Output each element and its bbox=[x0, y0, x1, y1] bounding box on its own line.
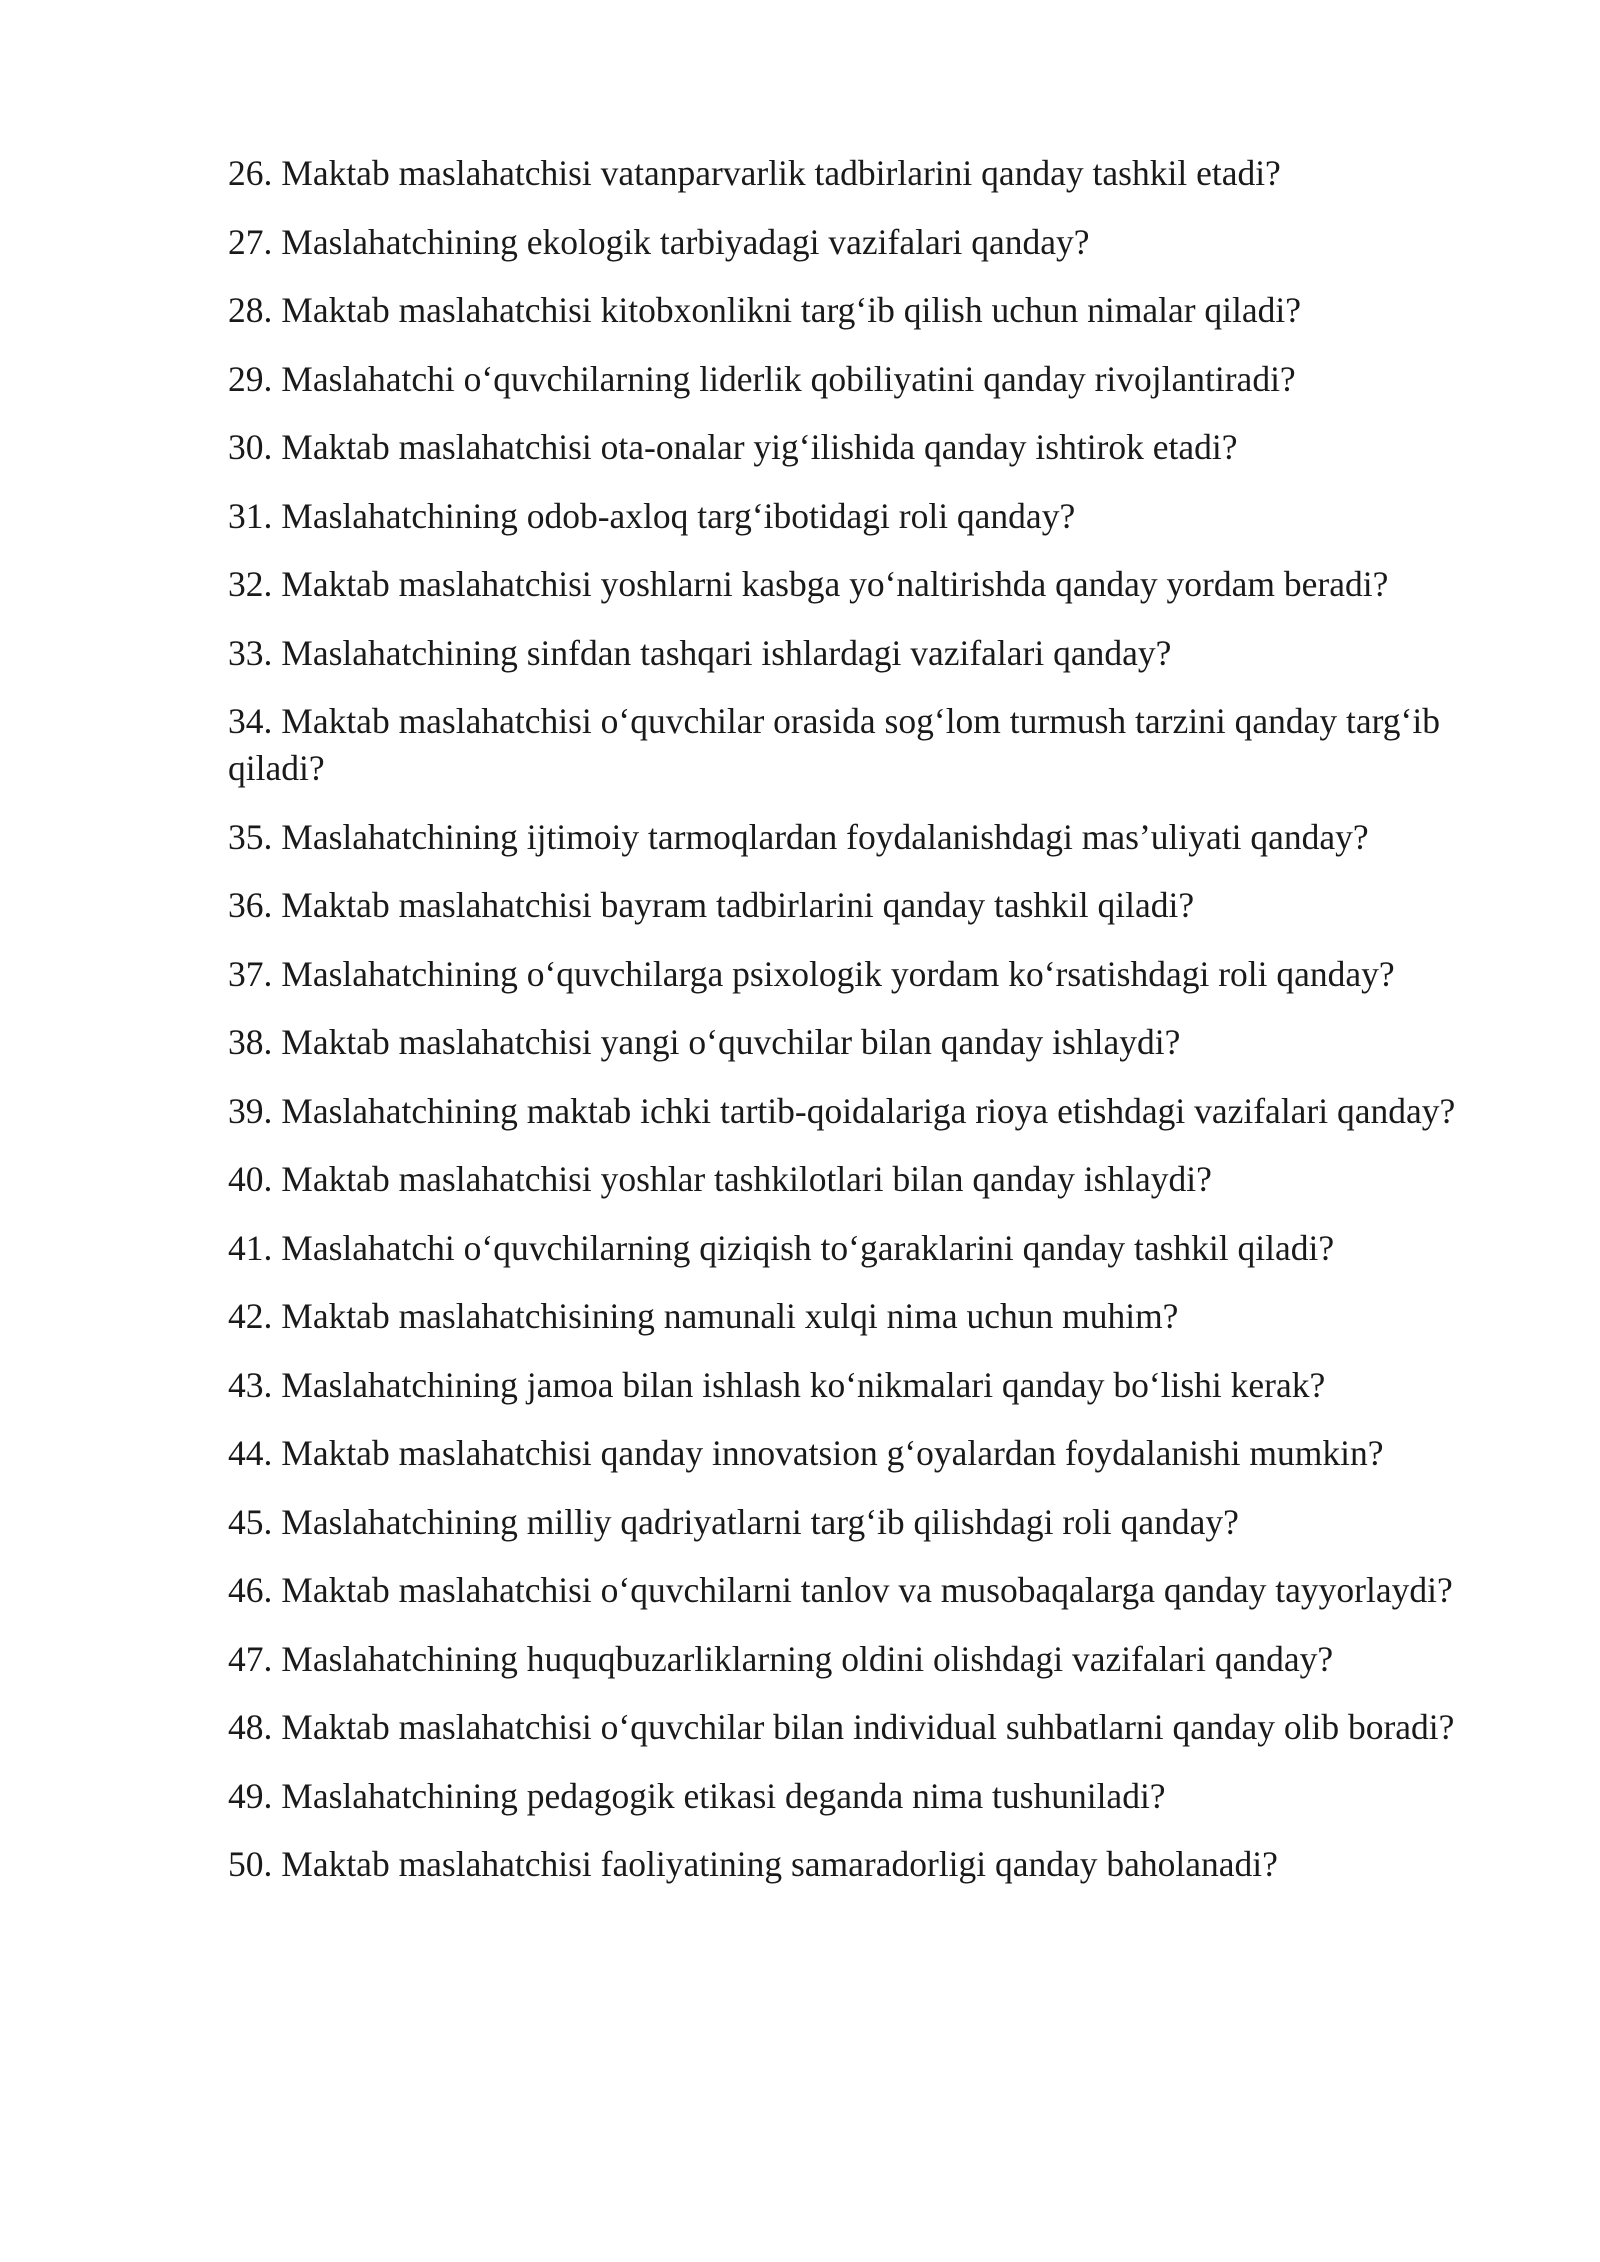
question-35: 35. Maslahatchining ijtimoiy tarmoqlardan foydalanishdagi mas’uliyati qanday? bbox=[228, 816, 1369, 857]
question-39: 39. Maslahatchining maktab ichki tartib-qoidalariga rioya etishdagi vazifalari qanday? bbox=[228, 1090, 1456, 1131]
question-list bbox=[228, 150, 1478, 1910]
question-38: 38. Maktab maslahatchisi yangi o‘quvchilar bilan qanday ishlaydi? bbox=[228, 1022, 1181, 1062]
question-50: 50. Maktab maslahatchisi faoliyatining samaradorligi qanday baholanadi? bbox=[228, 1844, 1278, 1884]
question-48: 48. Maktab maslahatchisi o‘quvchilar bilan individual suhbatlarni qanday olib boradi? bbox=[228, 1707, 1455, 1747]
question-33: 33. Maslahatchining sinfdan tashqari ishlardagi vazifalari qanday? bbox=[228, 632, 1172, 673]
question-43: 43. Maslahatchining jamoa bilan ishlash ko‘nikmalari qanday bo‘lishi kerak? bbox=[228, 1364, 1326, 1405]
question-28: 28. Maktab maslahatchisi kitobxonlikni targ‘ib qilish uchun nimalar qiladi? bbox=[228, 290, 1302, 330]
question-34: 34. Maktab maslahatchisi o‘quvchilar orasida sog‘lom turmush tarzini qanday targ‘ib qiladi? bbox=[228, 701, 1440, 788]
question-42: 42. Maktab maslahatchisining namunali xulqi nima uchun muhim? bbox=[228, 1296, 1179, 1336]
question-27: 27. Maslahatchining ekologik tarbiyadagi vazifalari qanday? bbox=[228, 221, 1090, 262]
question-47: 47. Maslahatchining huquqbuzarliklarning oldini olishdagi vazifalari qanday? bbox=[228, 1638, 1334, 1679]
question-44: 44. Maktab maslahatchisi qanday innovatsion g‘oyalardan foydalanishi mumkin? bbox=[228, 1433, 1384, 1473]
question-32: 32. Maktab maslahatchisi yoshlarni kasbga yo‘naltirishda qanday yordam beradi? bbox=[228, 564, 1389, 604]
question-26: 26. Maktab maslahatchisi vatanparvarlik tadbirlarini qanday tashkil etadi? bbox=[228, 153, 1281, 193]
question-31: 31. Maslahatchining odob-axloq targ‘ibotidagi roli qanday? bbox=[228, 495, 1076, 536]
question-36: 36. Maktab maslahatchisi bayram tadbirlarini qanday tashkil qiladi? bbox=[228, 885, 1195, 925]
question-30: 30. Maktab maslahatchisi ota-onalar yig‘ilishida qanday ishtirok etadi? bbox=[228, 427, 1238, 467]
question-37: 37. Maslahatchining o‘quvchilarga psixologik yordam ko‘rsatishdagi roli qanday? bbox=[228, 953, 1395, 994]
question-46: 46. Maktab maslahatchisi o‘quvchilarni tanlov va musobaqalarga qanday tayyorlaydi? bbox=[228, 1570, 1453, 1610]
question-45: 45. Maslahatchining milliy qadriyatlarni targ‘ib qilishdagi roli qanday? bbox=[228, 1501, 1239, 1542]
question-40: 40. Maktab maslahatchisi yoshlar tashkilotlari bilan qanday ishlaydi? bbox=[228, 1159, 1212, 1199]
question-29: 29. Maslahatchi o‘quvchilarning liderlik qobiliyatini qanday rivojlantiradi? bbox=[228, 358, 1296, 399]
question-41: 41. Maslahatchi o‘quvchilarning qiziqish to‘garaklarini qanday tashkil qiladi? bbox=[228, 1227, 1335, 1268]
question-49: 49. Maslahatchining pedagogik etikasi deganda nima tushuniladi? bbox=[228, 1775, 1166, 1816]
